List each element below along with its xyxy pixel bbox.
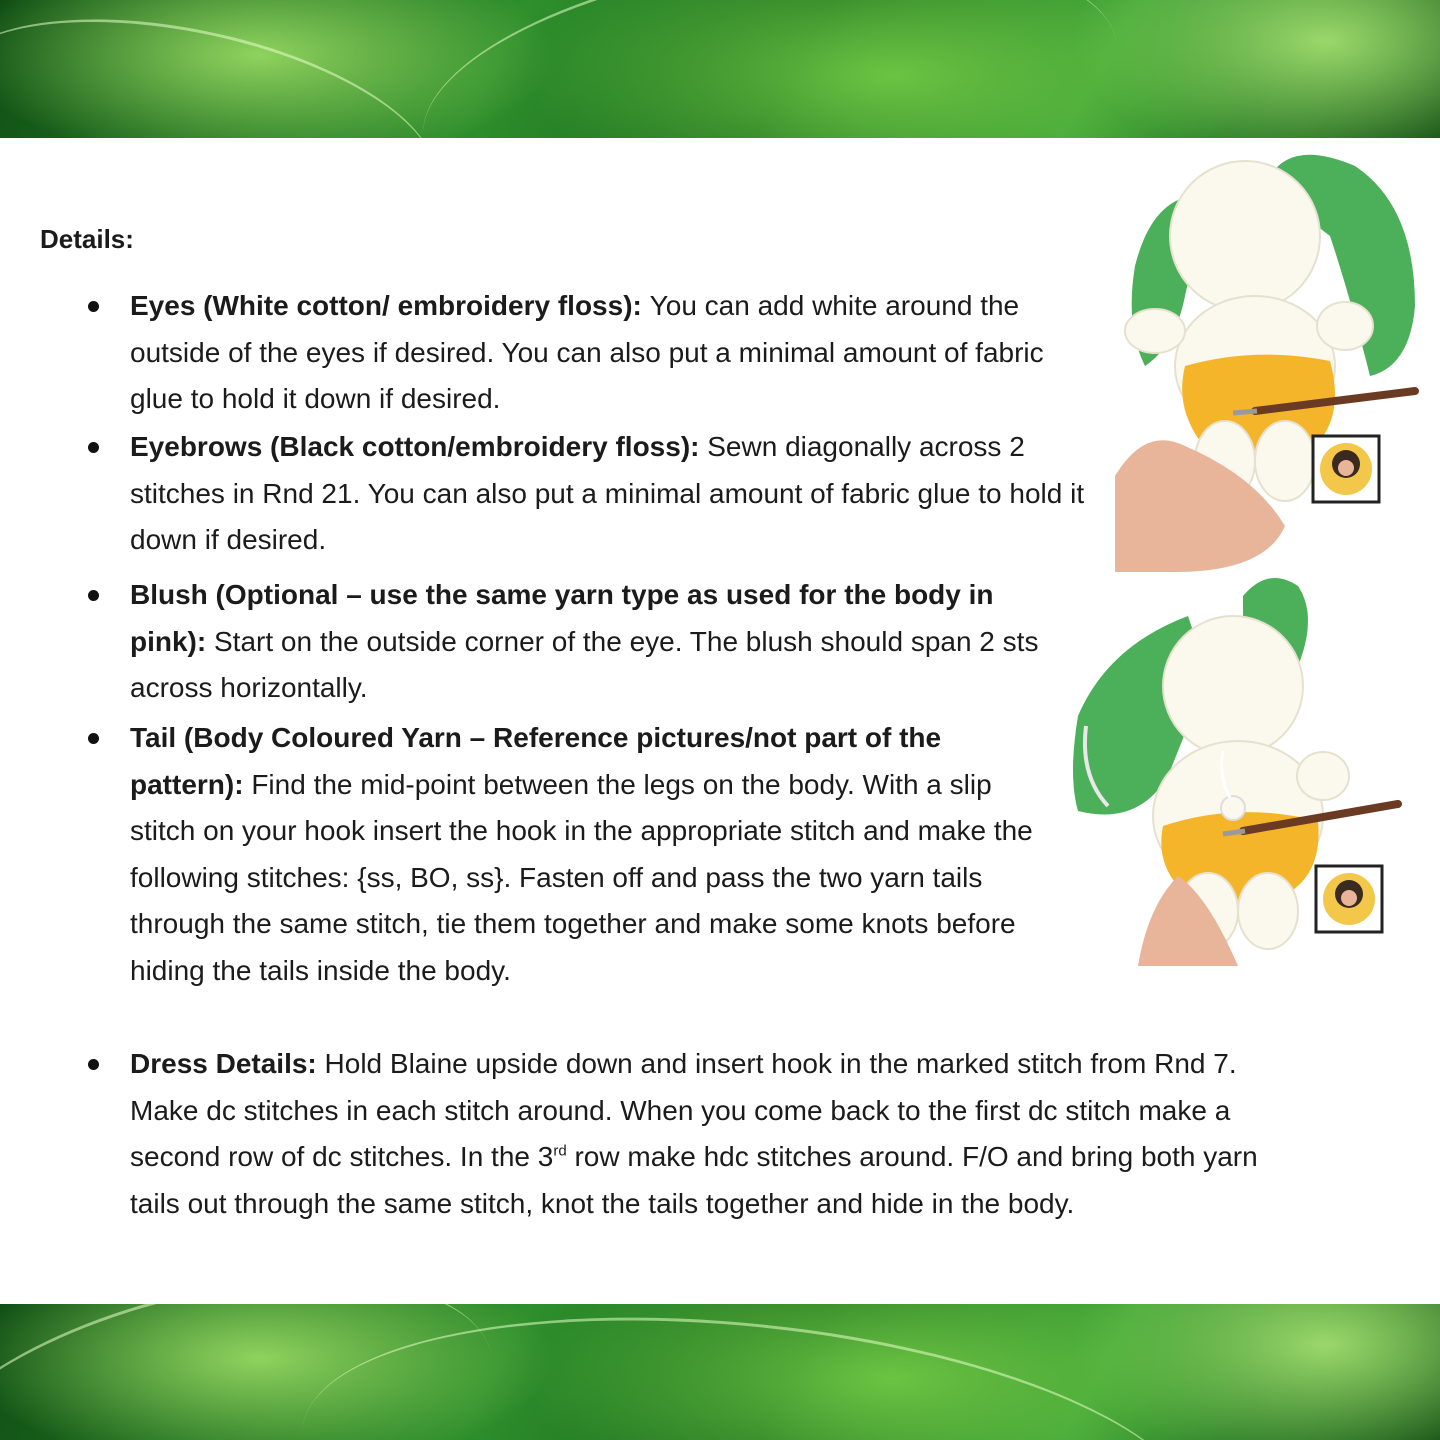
- pattern-card: [0, 138, 1440, 1304]
- leaf-background-bottom: [0, 1304, 1440, 1440]
- head-shape: [1170, 161, 1320, 311]
- list-item-eyes: [130, 283, 1090, 423]
- leaf-background-top: [0, 0, 1440, 138]
- tail-knot: [1221, 796, 1245, 820]
- bunny-back-photo: [1115, 146, 1420, 572]
- item-body: Start on the outside corner of the eye. The blush should span 2 sts across horizontally.: [130, 625, 1039, 703]
- head-shape: [1163, 616, 1303, 756]
- details-heading: Details:: [40, 224, 134, 254]
- item-body-continued: row make hdc stitches around. F/O and bring both yarn tails out through the same stitch, knot the tails together and hide in the body.: [130, 1141, 1258, 1219]
- list-item-tail: [130, 715, 1040, 994]
- item-body: You can add white around the outside of the eyes if desired. You can also put a minimal amount of fabric glue to hold it down if desired.: [130, 290, 1044, 414]
- item-title: Eyebrows (Black cotton/embroidery floss):: [130, 431, 708, 462]
- list-item-blush: [130, 572, 1050, 712]
- item-body: Hold Blaine upside down and insert hook in the marked stitch from Rnd 7. Make dc stitches in each stitch around. When you come back to the first dc stitch make a second row of dc stitches. In the 3: [130, 1048, 1237, 1172]
- item-title: Eyes (White cotton/ embroidery floss):: [130, 290, 650, 321]
- bunny-tail-photo: [1068, 576, 1403, 966]
- item-title: Dress Details:: [130, 1048, 325, 1079]
- list-item-dress: [130, 1041, 1310, 1227]
- item-body: Find the mid-point between the legs on the body. With a slip stitch on your hook insert the hook in the appropriate stitch and make the following stitches: {ss, BO, ss}. Fasten off and pass the two yarn tails through the same stitch, tie them together and make some knots before hiding the tails inside the body.: [130, 768, 1033, 986]
- ordinal-suffix: rd: [553, 1142, 567, 1160]
- list-item-eyebrows: [130, 424, 1090, 564]
- item-title: Blush (Optional – use the same yarn type as used for the body in pink):: [130, 579, 994, 657]
- item-body: Sewn diagonally across 2 stitches in Rnd 21. You can also put a minimal amount of fabric glue to hold it down if desired.: [130, 431, 1085, 555]
- item-title: Tail (Body Coloured Yarn – Reference pictures/not part of the pattern):: [130, 722, 942, 800]
